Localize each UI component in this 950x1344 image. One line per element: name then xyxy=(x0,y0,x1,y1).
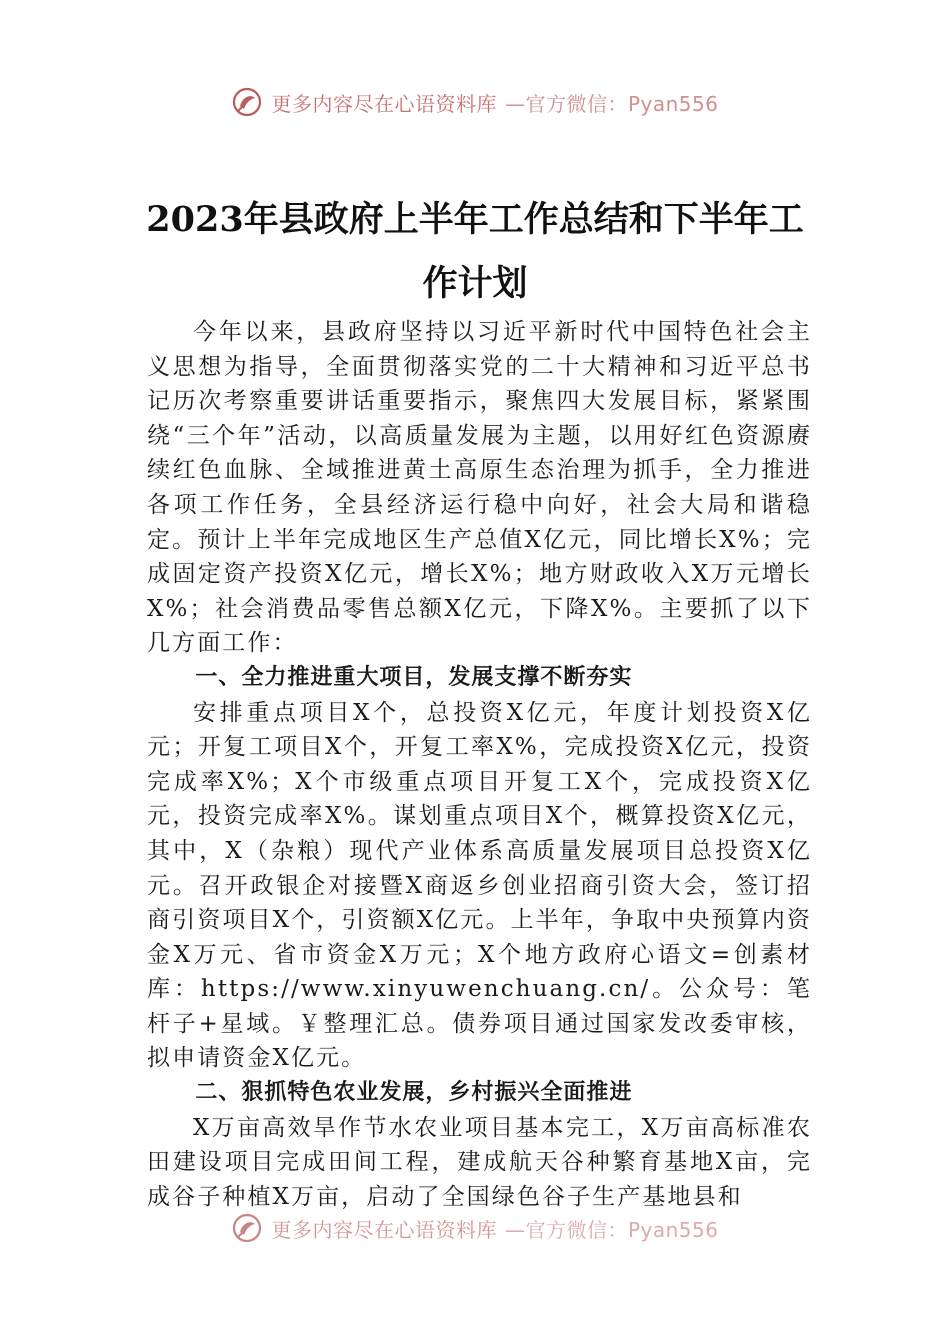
watermark-text-prefix: 更多内容尽在心语资料库 xyxy=(271,91,497,116)
section1-paragraph: 安排重点项目X个，总投资X亿元，年度计划投资X亿元；开复工项目X个，开复工率X%，完成投资X亿元，投资完成率X%；X个市级重点项目开复工X个，完成投资X亿元，投资完成率X%。谋划重点项目X个，概算投资X亿元，其中，X（杂粮）现代产业体系高质量发展项目总投资X亿元。召开政银企对接暨X商返乡创业招商引资大会，签订招商引资项目X个，引资额X亿元。上半年，争取中央预算内资金X万元、省市资金X万元；X个地方政府心语文=创素材库：https://www.xinyuwenchuang.cn/。公众号：笔杆子+星域。￥整理汇总。债券项目通过国家发改委审核，拟申请资金X亿元。 xyxy=(147,699,812,1072)
document-title-line1: 2023年县政府上半年工作总结和下半年工 xyxy=(146,199,804,240)
watermark-text-prefix: 更多内容尽在心语资料库 xyxy=(271,1217,497,1242)
logo-icon xyxy=(231,86,263,118)
logo-icon xyxy=(231,1212,263,1244)
watermark-text-suffix: —官方微信：Pyan556 xyxy=(504,91,719,116)
document-body xyxy=(147,315,812,1214)
section1-heading: 一、全力推进重大项目，发展支撑不断夯实 xyxy=(195,664,633,690)
watermark-header xyxy=(0,86,950,118)
document-title-line2: 作计划 xyxy=(422,263,528,304)
intro-paragraph: 今年以来，县政府坚持以习近平新时代中国特色社会主义思想为指导，全面贯彻落实党的二十大精神和习近平总书记历次考察重要讲话重要指示，聚焦四大发展目标，紧紧围绕“三个年”活动，以高质量发展为主题，以用好红色资源赓续红色血脉、全域推进黄土高原生态治理为抓手，全力推进各项工作任务，全县经济运行稳中向好，社会大局和谐稳定。预计上半年完成地区生产总值X亿元，同比增长X%；完成固定资产投资X亿元，增长X%；地方财政收入X万元增长X%；社会消费品零售总额X亿元，下降X%。主要抓了以下几方面工作： xyxy=(147,319,812,657)
section2-heading: 二、狠抓特色农业发展，乡村振兴全面推进 xyxy=(195,1080,633,1106)
watermark-footer xyxy=(0,1212,950,1244)
watermark-text-suffix: —官方微信：Pyan556 xyxy=(504,1217,719,1242)
section2-paragraph: X万亩高效旱作节水农业项目基本完工，X万亩高标准农田建设项目完成田间工程，建成航天谷种繁育基地X亩，完成谷子种植X万亩，启动了全国绿色谷子生产基地县和 xyxy=(147,1114,812,1210)
